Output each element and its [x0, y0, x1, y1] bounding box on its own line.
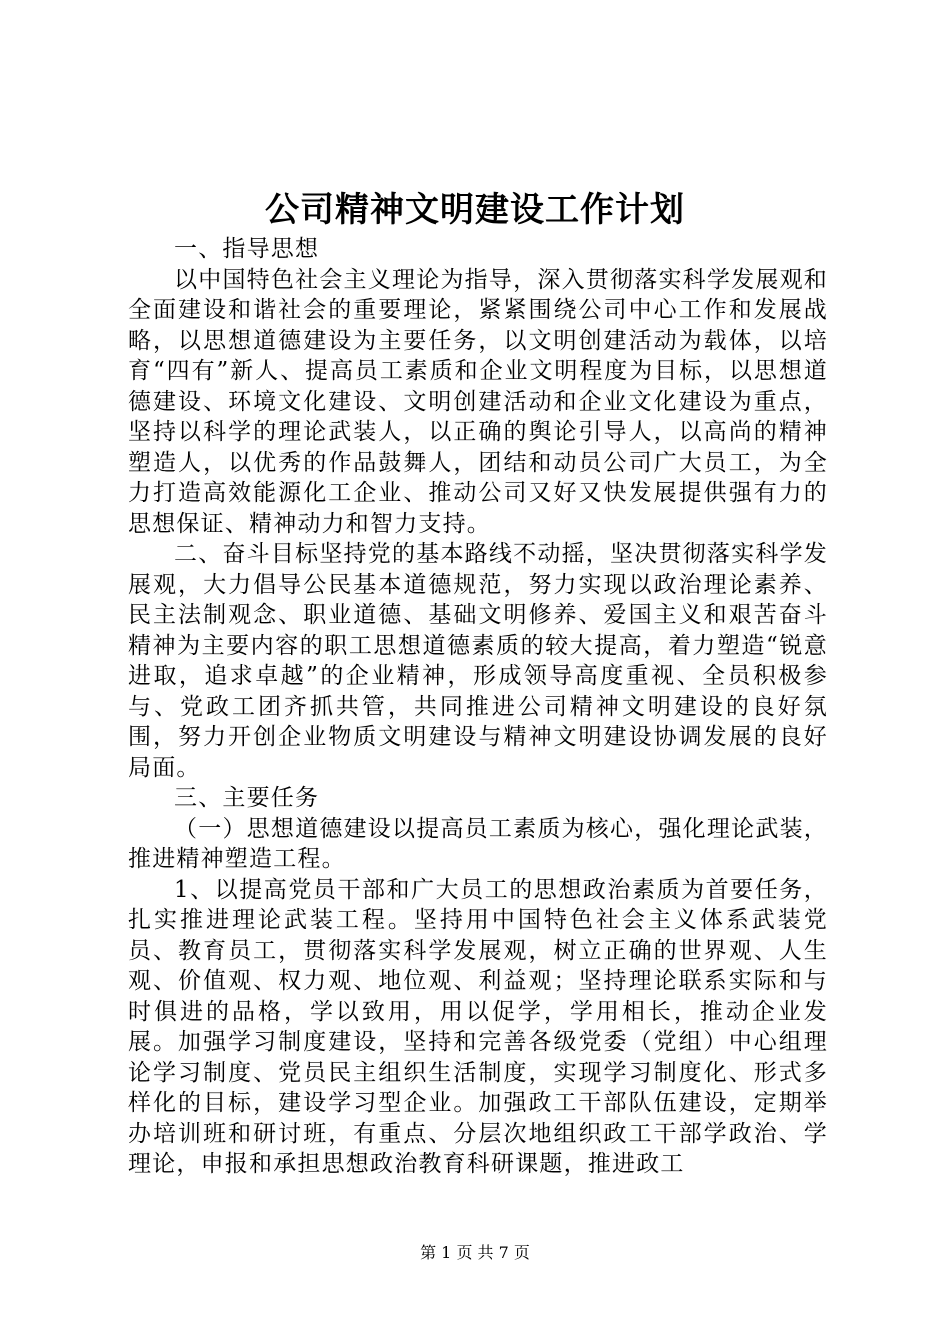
page-number-footer: 第 1 页 共 7 页: [420, 1243, 530, 1262]
document-body: [128, 234, 828, 1180]
paragraph-task-1: 1、以提高党员干部和广大员工的思想政治素质为首要任务，扎实推进理论武装工程。坚持用中国特色社会主义体系武装党员、教育员工，贯彻落实科学发展观，树立正确的世界观、人生观、价值观、权力观、地位观、利益观；坚持理论联系实际和与时俱进的品格，学以致用，用以促学，学用相长，推动企业发展。加强学习制度建设，坚持和完善各级党委（党组）中心组理论学习制度、党员民主组织生活制度，实现学习制度化、形式多样化的目标，建设学习型企业。加强政工干部队伍建设，定期举办培训班和研讨班，有重点、分层次地组织政工干部学政治、学理论，申报和承担思想政治教育科研课题，推进政工: [128, 876, 828, 1177]
section-heading-guiding-ideology: 一、指导思想: [174, 236, 320, 262]
paragraph-goals: 二、奋斗目标坚持党的基本路线不动摇，坚决贯彻落实科学发展观，大力倡导公民基本道德规范，努力实现以政治理论素养、民主法制观念、职业道德、基础文明修养、爱国主义和艰苦奋斗精神为主要内容的职工思想道德素质的较大提高，着力塑造“锐意进取，追求卓越”的企业精神，形成领导高度重视、全员积极参与、党政工团齐抓共管，共同推进公司精神文明建设的良好氛围，努力开创企业物质文明建设与精神文明建设协调发展的良好局面。: [128, 541, 828, 781]
document-title: 公司精神文明建设工作计划: [265, 190, 685, 230]
section-heading-main-tasks: 三、主要任务: [174, 785, 320, 811]
subsection-heading-moral-construction: （一）思想道德建设以提高员工素质为核心，强化理论武装，推进精神塑造工程。: [128, 815, 828, 872]
paragraph-guiding-ideology: 以中国特色社会主义理论为指导，深入贯彻落实科学发展观和全面建设和谐社会的重要理论，紧紧围绕公司中心工作和发展战略，以思想道德建设为主要任务，以文明创建活动为载体，以培育“四有”新人、提高员工素质和企业文明程度为目标，以思想道德建设、环境文化建设、文明创建活动和企业文化建设为重点，坚持以科学的理论武装人，以正确的舆论引导人，以高尚的精神塑造人，以优秀的作品鼓舞人，团结和动员公司广大员工，为全力打造高效能源化工企业、推动公司又好又快发展提供强有力的思想保证、精神动力和智力支持。: [128, 266, 828, 537]
